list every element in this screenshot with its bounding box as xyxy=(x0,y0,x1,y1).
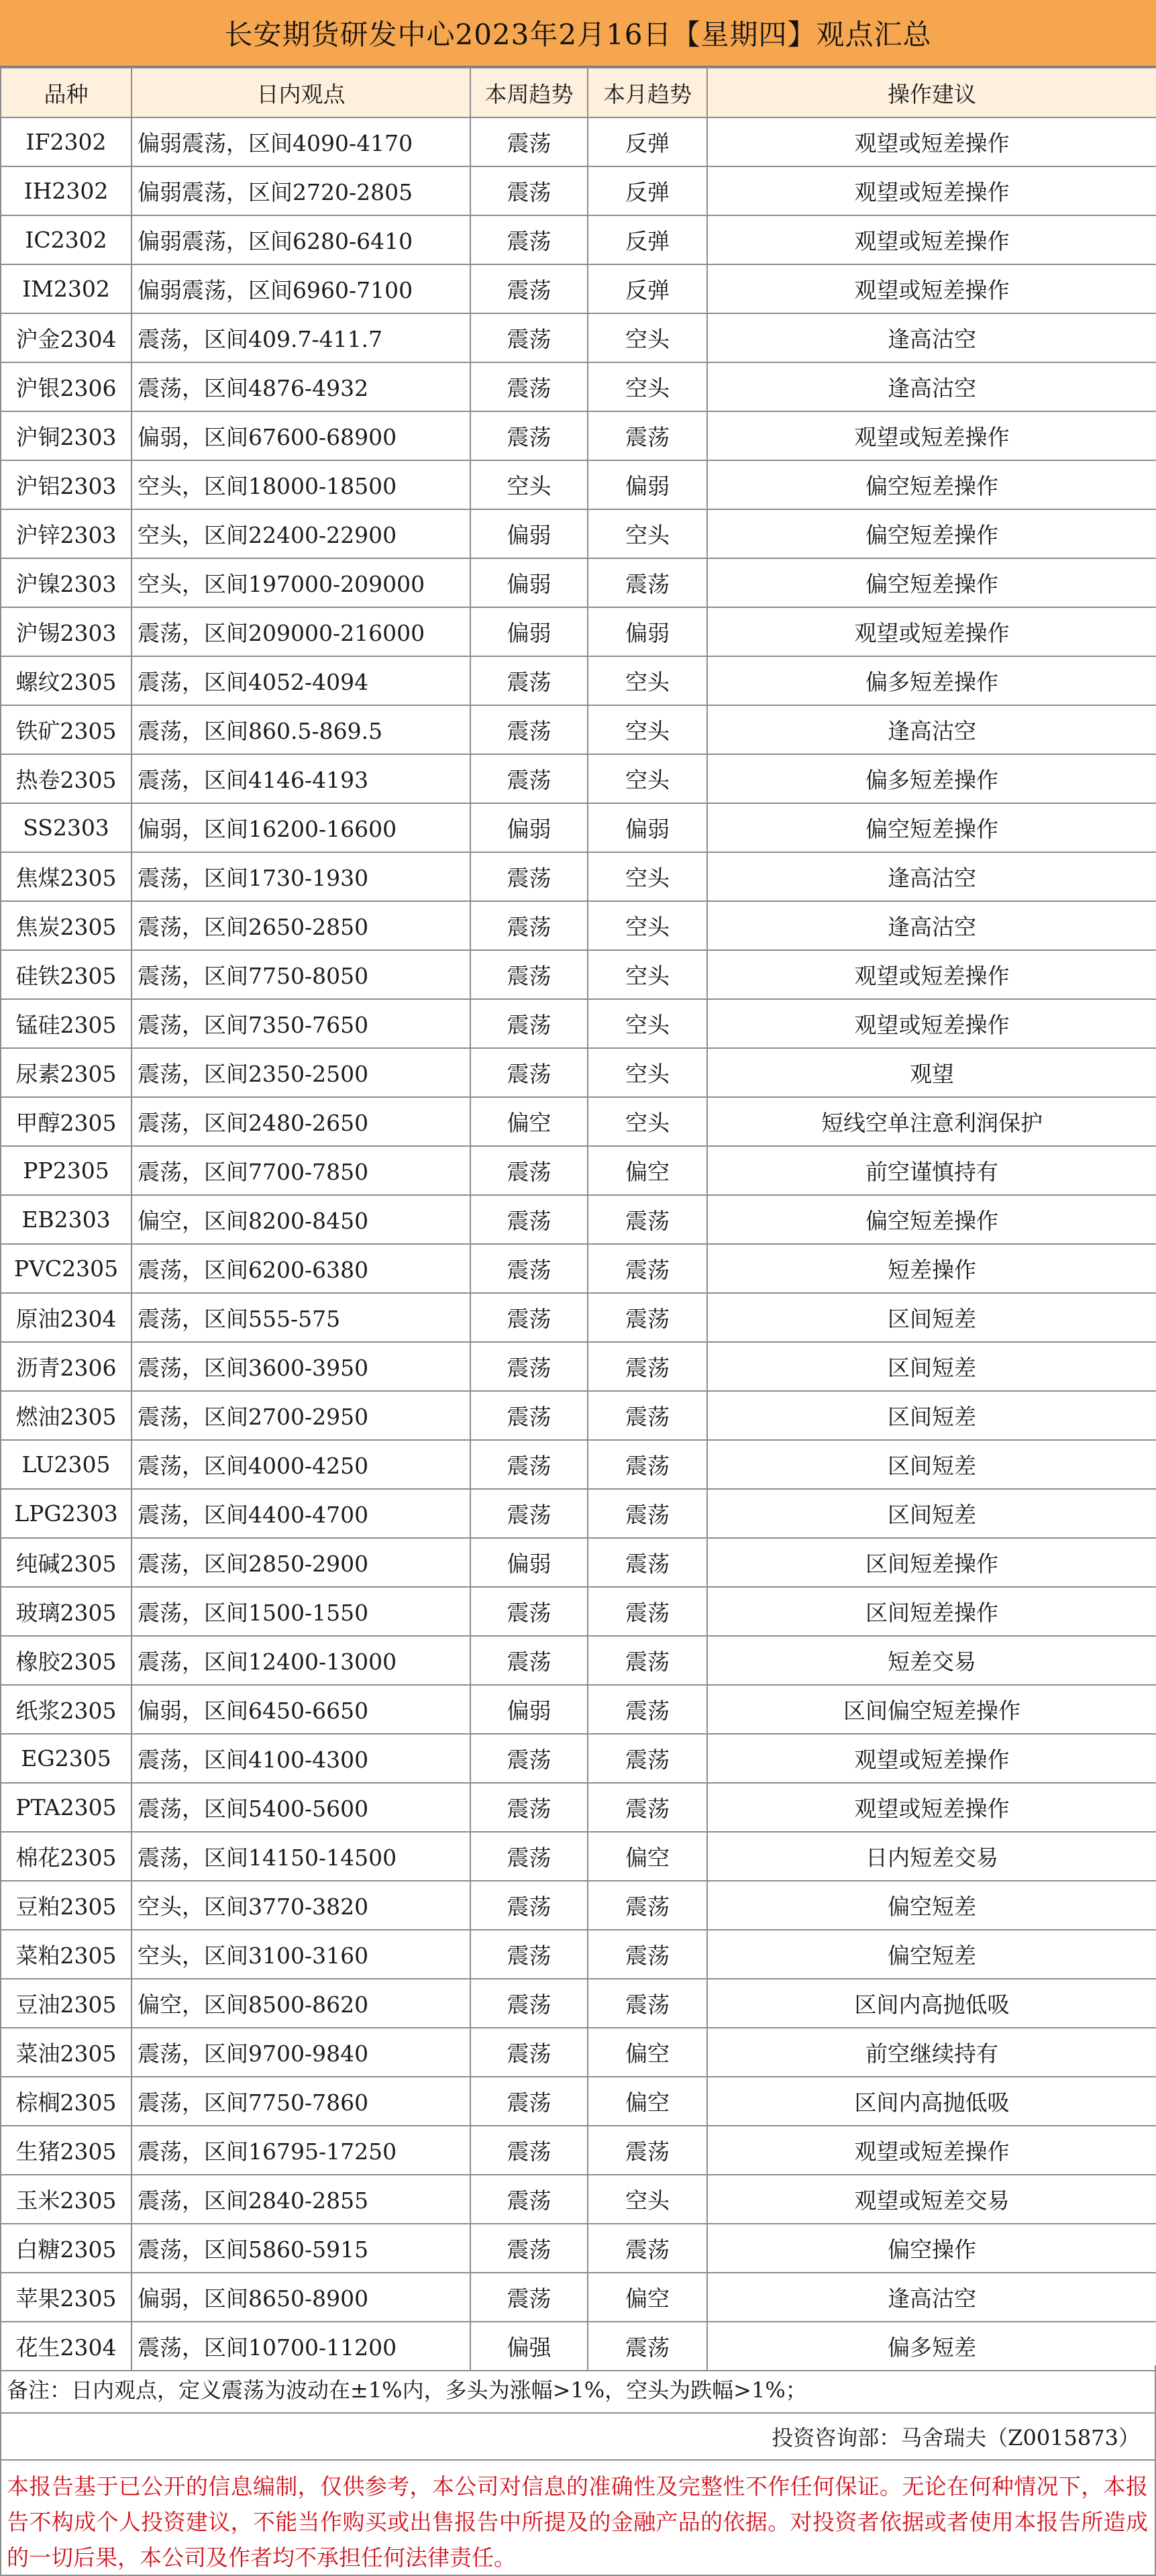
disclaimer-text: 本报告基于已公开的信息编制，仅供参考，本公司对信息的准确性及完整性不作任何保证。无论在何种情况下，本报告不构成个人投资建议，不能当作购买或出售报告中所提及的金融产品的依据。对投资者依据或者使用本报告所造成的一切后果，本公司及作者均不承担任何法律责任。 xyxy=(0,2461,1156,2576)
intraday-view-cell: 空头，区间197000-209000 xyxy=(132,558,470,607)
table-row xyxy=(1,1489,1156,1538)
monthly-trend-cell: 震荡 xyxy=(588,1979,707,2028)
intraday-view-cell: 震荡，区间2850-2900 xyxy=(132,1538,470,1587)
suggestion-cell: 偏多短差操作 xyxy=(707,656,1156,705)
variety-cell: 焦煤2305 xyxy=(1,852,132,901)
suggestion-cell: 观望或短差操作 xyxy=(707,215,1156,264)
variety-cell: 沪锌2303 xyxy=(1,509,132,558)
monthly-trend-cell: 空头 xyxy=(588,509,707,558)
variety-cell: 白糖2305 xyxy=(1,2224,132,2273)
weekly-trend-cell: 偏弱 xyxy=(470,509,588,558)
intraday-view-cell: 震荡，区间7750-8050 xyxy=(132,950,470,999)
table-row xyxy=(1,1244,1156,1293)
variety-cell: LPG2303 xyxy=(1,1489,132,1538)
variety-cell: 沪银2306 xyxy=(1,362,132,411)
weekly-trend-cell: 震荡 xyxy=(470,999,588,1048)
suggestion-cell: 偏多短差 xyxy=(707,2322,1156,2371)
weekly-trend-cell: 震荡 xyxy=(470,1146,588,1195)
suggestion-cell: 短线空单注意利润保护 xyxy=(707,1097,1156,1146)
monthly-trend-cell: 空头 xyxy=(588,705,707,754)
intraday-view-cell: 震荡，区间3600-3950 xyxy=(132,1342,470,1391)
monthly-trend-cell: 空头 xyxy=(588,852,707,901)
monthly-trend-cell: 震荡 xyxy=(588,2322,707,2371)
weekly-trend-cell: 震荡 xyxy=(470,1930,588,1979)
suggestion-cell: 观望或短差操作 xyxy=(707,117,1156,166)
monthly-trend-cell: 反弹 xyxy=(588,117,707,166)
weekly-trend-cell: 震荡 xyxy=(470,1048,588,1097)
monthly-trend-cell: 偏弱 xyxy=(588,460,707,509)
suggestion-cell: 偏多短差操作 xyxy=(707,754,1156,803)
suggestion-cell: 观望或短差交易 xyxy=(707,2175,1156,2224)
intraday-view-cell: 震荡，区间7750-7860 xyxy=(132,2077,470,2126)
suggestion-cell: 观望或短差操作 xyxy=(707,411,1156,460)
suggestion-cell: 偏空短差操作 xyxy=(707,1195,1156,1244)
monthly-trend-cell: 震荡 xyxy=(588,1783,707,1832)
intraday-view-cell: 震荡，区间4000-4250 xyxy=(132,1440,470,1489)
table-row xyxy=(1,2175,1156,2224)
intraday-view-cell: 震荡，区间2350-2500 xyxy=(132,1048,470,1097)
variety-cell: 沥青2306 xyxy=(1,1342,132,1391)
weekly-trend-cell: 震荡 xyxy=(470,901,588,950)
column-header-suggestion: 操作建议 xyxy=(707,68,1156,117)
table-row xyxy=(1,264,1156,313)
weekly-trend-cell: 震荡 xyxy=(470,1391,588,1440)
suggestion-cell: 短差操作 xyxy=(707,1244,1156,1293)
suggestion-cell: 区间内高抛低吸 xyxy=(707,2077,1156,2126)
monthly-trend-cell: 空头 xyxy=(588,950,707,999)
monthly-trend-cell: 震荡 xyxy=(588,1685,707,1734)
suggestion-cell: 逢高沽空 xyxy=(707,901,1156,950)
table-row xyxy=(1,656,1156,705)
table-row xyxy=(1,313,1156,362)
intraday-view-cell: 空头，区间22400-22900 xyxy=(132,509,470,558)
intraday-view-cell: 震荡，区间4400-4700 xyxy=(132,1489,470,1538)
weekly-trend-cell: 震荡 xyxy=(470,1734,588,1783)
weekly-trend-cell: 震荡 xyxy=(470,1979,588,2028)
table-row xyxy=(1,117,1156,166)
suggestion-cell: 观望或短差操作 xyxy=(707,166,1156,215)
intraday-view-cell: 震荡，区间10700-11200 xyxy=(132,2322,470,2371)
table-row xyxy=(1,1783,1156,1832)
monthly-trend-cell: 震荡 xyxy=(588,1636,707,1685)
weekly-trend-cell: 震荡 xyxy=(470,2028,588,2077)
variety-cell: 沪镍2303 xyxy=(1,558,132,607)
table-row xyxy=(1,362,1156,411)
monthly-trend-cell: 震荡 xyxy=(588,1734,707,1783)
variety-cell: SS2303 xyxy=(1,803,132,852)
weekly-trend-cell: 偏空 xyxy=(470,1097,588,1146)
variety-cell: 沪锡2303 xyxy=(1,607,132,656)
monthly-trend-cell: 空头 xyxy=(588,754,707,803)
monthly-trend-cell: 空头 xyxy=(588,901,707,950)
suggestion-cell: 观望或短差操作 xyxy=(707,607,1156,656)
variety-cell: 玉米2305 xyxy=(1,2175,132,2224)
variety-cell: 沪铜2303 xyxy=(1,411,132,460)
suggestion-cell: 观望或短差操作 xyxy=(707,264,1156,313)
variety-cell: 花生2304 xyxy=(1,2322,132,2371)
weekly-trend-cell: 震荡 xyxy=(470,2126,588,2175)
table-row xyxy=(1,2126,1156,2175)
suggestion-cell: 偏空短差操作 xyxy=(707,803,1156,852)
weekly-trend-cell: 震荡 xyxy=(470,1195,588,1244)
intraday-view-cell: 震荡，区间1500-1550 xyxy=(132,1587,470,1636)
weekly-trend-cell: 震荡 xyxy=(470,1489,588,1538)
intraday-view-cell: 震荡，区间209000-216000 xyxy=(132,607,470,656)
variety-cell: 锰硅2305 xyxy=(1,999,132,1048)
table-row xyxy=(1,1440,1156,1489)
weekly-trend-cell: 震荡 xyxy=(470,950,588,999)
table-row xyxy=(1,2273,1156,2322)
variety-cell: 纯碱2305 xyxy=(1,1538,132,1587)
monthly-trend-cell: 反弹 xyxy=(588,166,707,215)
variety-cell: PVC2305 xyxy=(1,1244,132,1293)
variety-cell: 豆粕2305 xyxy=(1,1881,132,1930)
intraday-view-cell: 震荡，区间9700-9840 xyxy=(132,2028,470,2077)
monthly-trend-cell: 空头 xyxy=(588,1097,707,1146)
intraday-view-cell: 偏弱，区间6450-6650 xyxy=(132,1685,470,1734)
table-row xyxy=(1,1048,1156,1097)
intraday-view-cell: 震荡，区间2650-2850 xyxy=(132,901,470,950)
weekly-trend-cell: 震荡 xyxy=(470,705,588,754)
contact-line: 投资咨询部：马舍瑞夫（Z0015873） xyxy=(0,2414,1156,2461)
variety-cell: 螺纹2305 xyxy=(1,656,132,705)
table-row xyxy=(1,2077,1156,2126)
table-row xyxy=(1,1685,1156,1734)
monthly-trend-cell: 偏弱 xyxy=(588,607,707,656)
weekly-trend-cell: 震荡 xyxy=(470,313,588,362)
variety-cell: PP2305 xyxy=(1,1146,132,1195)
intraday-view-cell: 震荡，区间16795-17250 xyxy=(132,2126,470,2175)
variety-cell: 玻璃2305 xyxy=(1,1587,132,1636)
intraday-view-cell: 震荡，区间5400-5600 xyxy=(132,1783,470,1832)
suggestion-cell: 日内短差交易 xyxy=(707,1832,1156,1881)
table-row xyxy=(1,1832,1156,1881)
intraday-view-cell: 偏空，区间8200-8450 xyxy=(132,1195,470,1244)
suggestion-cell: 观望或短差操作 xyxy=(707,999,1156,1048)
variety-cell: 菜粕2305 xyxy=(1,1930,132,1979)
monthly-trend-cell: 震荡 xyxy=(588,1489,707,1538)
monthly-trend-cell: 反弹 xyxy=(588,215,707,264)
variety-cell: LU2305 xyxy=(1,1440,132,1489)
intraday-view-cell: 震荡，区间4100-4300 xyxy=(132,1734,470,1783)
table-row xyxy=(1,1146,1156,1195)
intraday-view-cell: 空头，区间3100-3160 xyxy=(132,1930,470,1979)
table-row xyxy=(1,1342,1156,1391)
suggestion-cell: 观望或短差操作 xyxy=(707,950,1156,999)
weekly-trend-cell: 震荡 xyxy=(470,117,588,166)
variety-cell: 纸浆2305 xyxy=(1,1685,132,1734)
monthly-trend-cell: 偏空 xyxy=(588,2077,707,2126)
intraday-view-cell: 震荡，区间7350-7650 xyxy=(132,999,470,1048)
intraday-view-cell: 震荡，区间2700-2950 xyxy=(132,1391,470,1440)
weekly-trend-cell: 震荡 xyxy=(470,754,588,803)
monthly-trend-cell: 震荡 xyxy=(588,1391,707,1440)
column-header-intraday: 日内观点 xyxy=(132,68,470,117)
weekly-trend-cell: 震荡 xyxy=(470,852,588,901)
variety-cell: 硅铁2305 xyxy=(1,950,132,999)
intraday-view-cell: 震荡，区间4876-4932 xyxy=(132,362,470,411)
monthly-trend-cell: 偏空 xyxy=(588,1832,707,1881)
variety-cell: 燃油2305 xyxy=(1,1391,132,1440)
suggestion-cell: 区间短差操作 xyxy=(707,1538,1156,1587)
intraday-view-cell: 震荡，区间860.5-869.5 xyxy=(132,705,470,754)
monthly-trend-cell: 空头 xyxy=(588,2175,707,2224)
intraday-view-cell: 偏弱，区间67600-68900 xyxy=(132,411,470,460)
variety-cell: 橡胶2305 xyxy=(1,1636,132,1685)
weekly-trend-cell: 震荡 xyxy=(470,2175,588,2224)
weekly-trend-cell: 偏弱 xyxy=(470,558,588,607)
monthly-trend-cell: 震荡 xyxy=(588,2126,707,2175)
viewpoint-table xyxy=(0,67,1156,2371)
monthly-trend-cell: 空头 xyxy=(588,362,707,411)
table-row xyxy=(1,901,1156,950)
weekly-trend-cell: 震荡 xyxy=(470,2224,588,2273)
suggestion-cell: 前空继续持有 xyxy=(707,2028,1156,2077)
suggestion-cell: 逢高沽空 xyxy=(707,313,1156,362)
monthly-trend-cell: 偏空 xyxy=(588,2028,707,2077)
monthly-trend-cell: 空头 xyxy=(588,1048,707,1097)
suggestion-cell: 区间短差操作 xyxy=(707,1587,1156,1636)
variety-cell: IH2302 xyxy=(1,166,132,215)
suggestion-cell: 区间偏空短差操作 xyxy=(707,1685,1156,1734)
variety-cell: 热卷2305 xyxy=(1,754,132,803)
monthly-trend-cell: 震荡 xyxy=(588,411,707,460)
suggestion-cell: 观望 xyxy=(707,1048,1156,1097)
variety-cell: 铁矿2305 xyxy=(1,705,132,754)
table-row xyxy=(1,803,1156,852)
intraday-view-cell: 震荡，区间5860-5915 xyxy=(132,2224,470,2273)
suggestion-cell: 观望或短差操作 xyxy=(707,2126,1156,2175)
intraday-view-cell: 震荡，区间409.7-411.7 xyxy=(132,313,470,362)
monthly-trend-cell: 震荡 xyxy=(588,1587,707,1636)
intraday-view-cell: 震荡，区间2480-2650 xyxy=(132,1097,470,1146)
table-row xyxy=(1,1538,1156,1587)
table-row xyxy=(1,411,1156,460)
suggestion-cell: 区间短差 xyxy=(707,1391,1156,1440)
monthly-trend-cell: 震荡 xyxy=(588,1244,707,1293)
suggestion-cell: 逢高沽空 xyxy=(707,362,1156,411)
table-header-row xyxy=(1,68,1156,117)
monthly-trend-cell: 震荡 xyxy=(588,1538,707,1587)
table-row xyxy=(1,1881,1156,1930)
variety-cell: 焦炭2305 xyxy=(1,901,132,950)
intraday-view-cell: 震荡，区间12400-13000 xyxy=(132,1636,470,1685)
suggestion-cell: 区间短差 xyxy=(707,1440,1156,1489)
monthly-trend-cell: 空头 xyxy=(588,656,707,705)
intraday-view-cell: 空头，区间18000-18500 xyxy=(132,460,470,509)
weekly-trend-cell: 震荡 xyxy=(470,1783,588,1832)
intraday-view-cell: 震荡，区间6200-6380 xyxy=(132,1244,470,1293)
variety-cell: IF2302 xyxy=(1,117,132,166)
table-row xyxy=(1,558,1156,607)
monthly-trend-cell: 震荡 xyxy=(588,2224,707,2273)
variety-cell: IM2302 xyxy=(1,264,132,313)
column-header-weekly-trend: 本周趋势 xyxy=(470,68,588,117)
table-row xyxy=(1,754,1156,803)
suggestion-cell: 观望或短差操作 xyxy=(707,1783,1156,1832)
intraday-view-cell: 偏弱震荡，区间4090-4170 xyxy=(132,117,470,166)
variety-cell: 豆油2305 xyxy=(1,1979,132,2028)
monthly-trend-cell: 偏空 xyxy=(588,1146,707,1195)
table-row xyxy=(1,1097,1156,1146)
intraday-view-cell: 震荡，区间4146-4193 xyxy=(132,754,470,803)
variety-cell: 苹果2305 xyxy=(1,2273,132,2322)
intraday-view-cell: 震荡，区间7700-7850 xyxy=(132,1146,470,1195)
weekly-trend-cell: 震荡 xyxy=(470,656,588,705)
weekly-trend-cell: 震荡 xyxy=(470,1636,588,1685)
definition-note: 备注：日内观点，定义震荡为波动在±1%内，多头为涨幅>1%，空头为跌幅>1%； xyxy=(0,2365,1156,2414)
suggestion-cell: 前空谨慎持有 xyxy=(707,1146,1156,1195)
intraday-view-cell: 偏弱震荡，区间6960-7100 xyxy=(132,264,470,313)
table-row xyxy=(1,1636,1156,1685)
weekly-trend-cell: 震荡 xyxy=(470,411,588,460)
table-row xyxy=(1,950,1156,999)
weekly-trend-cell: 震荡 xyxy=(470,2077,588,2126)
weekly-trend-cell: 震荡 xyxy=(470,1587,588,1636)
report-title: 长安期货研发中心2023年2月16日【星期四】观点汇总 xyxy=(0,0,1156,67)
weekly-trend-cell: 震荡 xyxy=(470,264,588,313)
monthly-trend-cell: 震荡 xyxy=(588,558,707,607)
weekly-trend-cell: 震荡 xyxy=(470,1342,588,1391)
weekly-trend-cell: 空头 xyxy=(470,460,588,509)
weekly-trend-cell: 偏弱 xyxy=(470,1538,588,1587)
table-row xyxy=(1,999,1156,1048)
suggestion-cell: 逢高沽空 xyxy=(707,705,1156,754)
table-row xyxy=(1,215,1156,264)
variety-cell: EG2305 xyxy=(1,1734,132,1783)
weekly-trend-cell: 震荡 xyxy=(470,1440,588,1489)
intraday-view-cell: 震荡，区间555-575 xyxy=(132,1293,470,1342)
suggestion-cell: 偏空短差 xyxy=(707,1881,1156,1930)
table-row xyxy=(1,2028,1156,2077)
table-row xyxy=(1,1293,1156,1342)
column-header-monthly-trend: 本月趋势 xyxy=(588,68,707,117)
table-body xyxy=(1,117,1156,2371)
table-row xyxy=(1,2224,1156,2273)
variety-cell: 原油2304 xyxy=(1,1293,132,1342)
weekly-trend-cell: 震荡 xyxy=(470,215,588,264)
variety-cell: EB2303 xyxy=(1,1195,132,1244)
suggestion-cell: 偏空短差 xyxy=(707,1930,1156,1979)
intraday-view-cell: 偏弱震荡，区间6280-6410 xyxy=(132,215,470,264)
intraday-view-cell: 偏空，区间8500-8620 xyxy=(132,1979,470,2028)
column-header-variety: 品种 xyxy=(1,68,132,117)
table-row xyxy=(1,1391,1156,1440)
variety-cell: 沪金2304 xyxy=(1,313,132,362)
variety-cell: 生猪2305 xyxy=(1,2126,132,2175)
weekly-trend-cell: 震荡 xyxy=(470,1293,588,1342)
table-row xyxy=(1,852,1156,901)
table-row xyxy=(1,705,1156,754)
variety-cell: 甲醇2305 xyxy=(1,1097,132,1146)
suggestion-cell: 偏空短差操作 xyxy=(707,558,1156,607)
table-row xyxy=(1,460,1156,509)
variety-cell: 菜油2305 xyxy=(1,2028,132,2077)
table-row xyxy=(1,607,1156,656)
weekly-trend-cell: 震荡 xyxy=(470,362,588,411)
monthly-trend-cell: 反弹 xyxy=(588,264,707,313)
suggestion-cell: 逢高沽空 xyxy=(707,2273,1156,2322)
suggestion-cell: 区间短差 xyxy=(707,1489,1156,1538)
suggestion-cell: 区间短差 xyxy=(707,1342,1156,1391)
suggestion-cell: 观望或短差操作 xyxy=(707,1734,1156,1783)
weekly-trend-cell: 偏强 xyxy=(470,2322,588,2371)
weekly-trend-cell: 震荡 xyxy=(470,2273,588,2322)
table-row xyxy=(1,1734,1156,1783)
suggestion-cell: 区间短差 xyxy=(707,1293,1156,1342)
weekly-trend-cell: 偏弱 xyxy=(470,803,588,852)
intraday-view-cell: 偏弱，区间16200-16600 xyxy=(132,803,470,852)
table-row xyxy=(1,509,1156,558)
intraday-view-cell: 震荡，区间2840-2855 xyxy=(132,2175,470,2224)
monthly-trend-cell: 空头 xyxy=(588,999,707,1048)
variety-cell: PTA2305 xyxy=(1,1783,132,1832)
suggestion-cell: 偏空操作 xyxy=(707,2224,1156,2273)
monthly-trend-cell: 震荡 xyxy=(588,1440,707,1489)
monthly-trend-cell: 震荡 xyxy=(588,1342,707,1391)
variety-cell: 沪铝2303 xyxy=(1,460,132,509)
suggestion-cell: 短差交易 xyxy=(707,1636,1156,1685)
variety-cell: IC2302 xyxy=(1,215,132,264)
monthly-trend-cell: 震荡 xyxy=(588,1293,707,1342)
suggestion-cell: 区间内高抛低吸 xyxy=(707,1979,1156,2028)
variety-cell: 尿素2305 xyxy=(1,1048,132,1097)
weekly-trend-cell: 偏弱 xyxy=(470,607,588,656)
monthly-trend-cell: 偏空 xyxy=(588,2273,707,2322)
table-row xyxy=(1,166,1156,215)
weekly-trend-cell: 震荡 xyxy=(470,1881,588,1930)
variety-cell: 棉花2305 xyxy=(1,1832,132,1881)
monthly-trend-cell: 震荡 xyxy=(588,1930,707,1979)
monthly-trend-cell: 震荡 xyxy=(588,1195,707,1244)
monthly-trend-cell: 偏弱 xyxy=(588,803,707,852)
weekly-trend-cell: 偏弱 xyxy=(470,1685,588,1734)
intraday-view-cell: 偏弱，区间8650-8900 xyxy=(132,2273,470,2322)
suggestion-cell: 偏空短差操作 xyxy=(707,509,1156,558)
table-row xyxy=(1,1587,1156,1636)
intraday-view-cell: 偏弱震荡，区间2720-2805 xyxy=(132,166,470,215)
variety-cell: 棕榈2305 xyxy=(1,2077,132,2126)
table-row xyxy=(1,1979,1156,2028)
monthly-trend-cell: 震荡 xyxy=(588,1881,707,1930)
intraday-view-cell: 空头，区间3770-3820 xyxy=(132,1881,470,1930)
intraday-view-cell: 震荡，区间14150-14500 xyxy=(132,1832,470,1881)
monthly-trend-cell: 空头 xyxy=(588,313,707,362)
suggestion-cell: 偏空短差操作 xyxy=(707,460,1156,509)
table-row xyxy=(1,2322,1156,2371)
intraday-view-cell: 震荡，区间1730-1930 xyxy=(132,852,470,901)
weekly-trend-cell: 震荡 xyxy=(470,1244,588,1293)
table-row xyxy=(1,1195,1156,1244)
weekly-trend-cell: 震荡 xyxy=(470,166,588,215)
suggestion-cell: 逢高沽空 xyxy=(707,852,1156,901)
weekly-trend-cell: 震荡 xyxy=(470,1832,588,1881)
table-row xyxy=(1,1930,1156,1979)
intraday-view-cell: 震荡，区间4052-4094 xyxy=(132,656,470,705)
